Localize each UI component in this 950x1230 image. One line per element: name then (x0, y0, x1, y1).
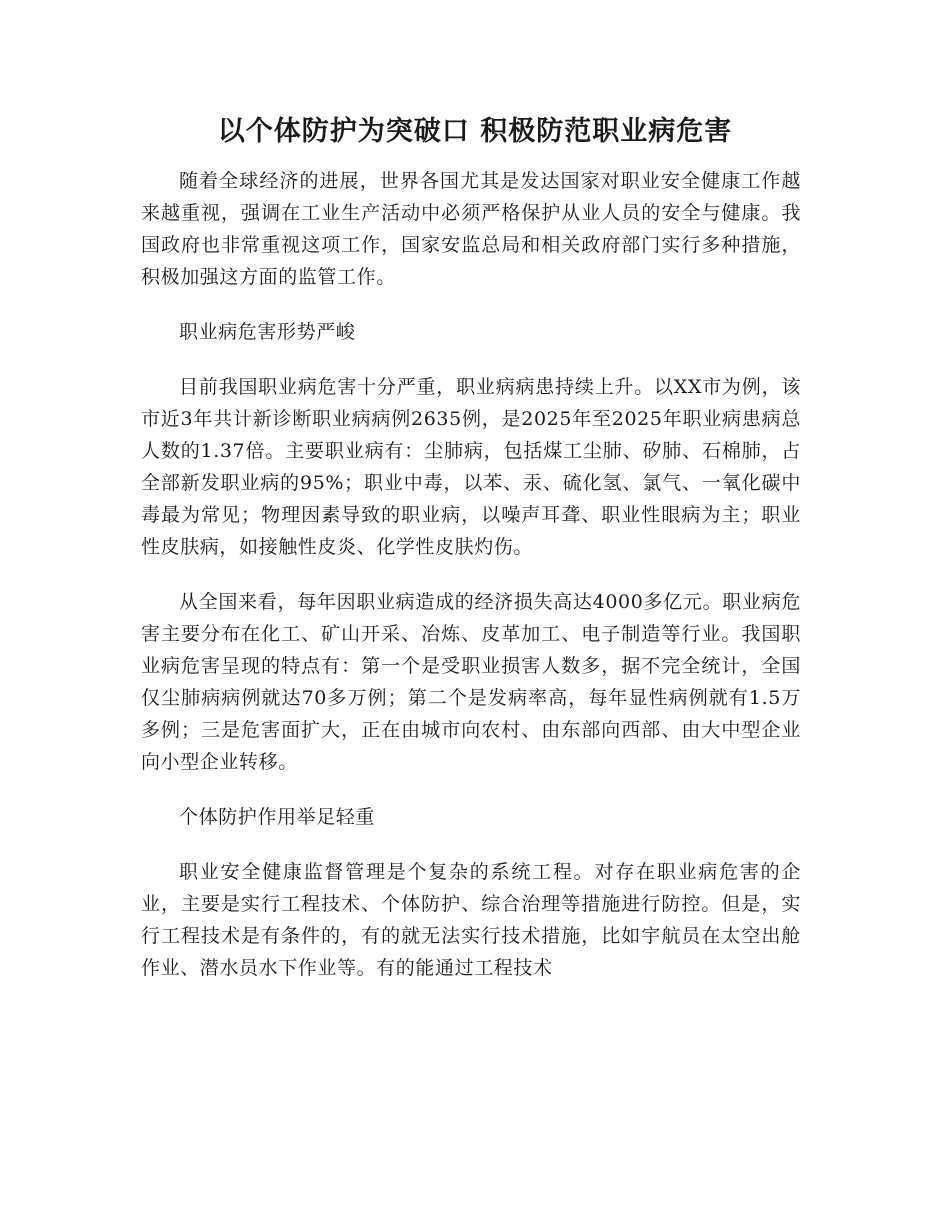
paragraph-intro: 随着全球经济的进展，世界各国尤其是发达国家对职业安全健康工作越来越重视，强调在工业生产活动中必须严格保护从业人员的安全与健康。我国政府也非常重视这项工作，国家安监总局和相关政府部门实行多种措施，积极加强这方面的监管工作。 (141, 170, 801, 288)
paragraph-national-statistics: 从全国来看，每年因职业病造成的经济损失高达4000多亿元。职业病危害主要分布在化工、矿山开采、冶炼、皮革加工、电子制造等行业。我国职业病危害呈现的特点有：第一个是受职业损害人数多，据不完全统计，全国仅尘肺病病例就达70多万例；第二个是发病率高，每年显性病例就有1.5万多例；三是危害面扩大，正在由城市向农村、由东部向西部、由大中型企业向小型企业转移。 (141, 591, 801, 773)
section-heading-severity: 职业病危害形势严峻 (179, 321, 356, 343)
document-title: 以个体防护为突破口 积极防范职业病危害 (217, 116, 733, 147)
section-heading-protection: 个体防护作用举足轻重 (179, 806, 376, 828)
document-body (141, 165, 801, 1007)
paragraph-city-statistics: 目前我国职业病危害十分严重，职业病病患持续上升。以XX市为例，该市近3年共计新诊断职业病病例2635例，是2025年至2025年职业病患病总人数的1.37倍。主要职业病有：尘肺病，包括煤工尘肺、矽肺、石棉肺，占全部新发职业病的95%；职业中毒，以苯、汞、硫化氢、氯气、一氧化碳中毒最为常见；物理因素导致的职业病，以噪声耳聋、职业性眼病为主；职业性皮肤病，如接触性皮炎、化学性皮肤灼伤。 (141, 376, 801, 558)
paragraph-protection-measures: 职业安全健康监督管理是个复杂的系统工程。对存在职业病危害的企业，主要是实行工程技术、个体防护、综合治理等措施进行防控。但是，实行工程技术是有条件的，有的就无法实行技术措施，比如宇航员在太空出舱作业、潜水员水下作业等。有的能通过工程技术 (141, 861, 801, 979)
